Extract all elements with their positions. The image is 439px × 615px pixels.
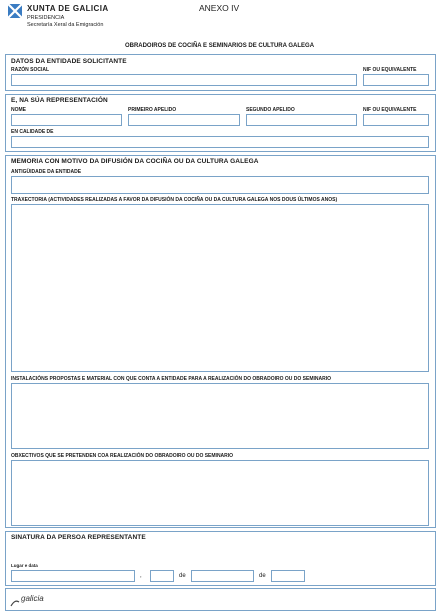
label-nome: NOME	[11, 107, 26, 113]
traxectoria-field[interactable]	[11, 204, 429, 372]
entity-nif-field[interactable]	[363, 74, 429, 86]
year-field[interactable]	[271, 570, 305, 582]
label-segundo-apelido: SEGUNDO APELIDO	[246, 107, 295, 113]
month-field[interactable]	[191, 570, 254, 582]
label-primeiro-apelido: PRIMEIRO APELIDO	[128, 107, 177, 113]
section-entity-title: DATOS DA ENTIDADE SOLICITANTE	[11, 58, 127, 65]
label-obxectivos: OBXECTIVOS QUE SE PRETENDEN COA REALIZACIÓN DO OBRADOIRO OU DO SEMINARIO	[11, 453, 234, 459]
annex-label: ANEXO IV	[199, 3, 240, 13]
instalacions-field[interactable]	[11, 383, 429, 449]
razon-social-field[interactable]	[11, 74, 357, 86]
primeiro-apelido-field[interactable]	[128, 114, 240, 126]
logo-name: XUNTA DE GALICIA	[27, 4, 109, 13]
label-razon-social: RAZÓN SOCIAL	[11, 67, 50, 73]
label-representative-nif: NIF OU EQUIVALENTE	[363, 107, 417, 113]
section-memoria-title: MEMORIA CON MOTIVO DA DIFUSIÓN DA COCIÑA OU DA CULTURA GALEGA	[11, 158, 259, 165]
obxectivos-field[interactable]	[11, 460, 429, 526]
section-representative-title: E, NA SÚA REPRESENTACIÓN	[11, 97, 108, 104]
galicia-logo-mark	[10, 595, 20, 605]
label-traxectoria: TRAXECTORIA (ACTIVIDADES REALIZADAS A FAVOR DA DIFUSIÓN DA COCIÑA OU DA CULTURA GALEGA NOS DOUS ÚLTIMOS ANOS)	[11, 197, 338, 203]
label-antiguidade: ANTIGÜIDADE DA ENTIDADE	[11, 169, 82, 175]
comma-separator: ,	[140, 573, 142, 579]
calidade-field[interactable]	[11, 136, 429, 148]
section-signature-title: SINATURA DA PERSOA REPRESENTANTE	[11, 534, 146, 541]
nome-field[interactable]	[11, 114, 122, 126]
xunta-logo	[8, 4, 22, 18]
label-entity-nif: NIF OU EQUIVALENTE	[363, 67, 417, 73]
label-instalacions: INSTALACIÓNS PROPOSTAS E MATERIAL CON QUE CONTA A ENTIDADE PARA A REALIZACIÓN DO OBRADOIRO OU DO SEMINARIO	[11, 376, 332, 382]
footer-bar	[5, 588, 436, 611]
segundo-apelido-field[interactable]	[246, 114, 357, 126]
de-label-2: de	[259, 573, 266, 579]
de-label-1: de	[179, 573, 186, 579]
department: PRESIDENCIA	[27, 15, 65, 21]
label-lugar-data: Lugar e data	[11, 563, 38, 568]
subdepartment: Secretaría Xeral da Emigración	[27, 22, 104, 28]
label-calidade: EN CALIDADE DE	[11, 129, 54, 135]
lugar-field[interactable]	[11, 570, 135, 582]
representative-nif-field[interactable]	[363, 114, 429, 126]
antiguidade-field[interactable]	[11, 176, 429, 194]
footer-logo: galicia	[21, 594, 44, 603]
form-title: OBRADOIROS DE COCIÑA E SEMINARIOS DE CULTURA GALEGA	[124, 43, 315, 49]
day-field[interactable]	[150, 570, 174, 582]
